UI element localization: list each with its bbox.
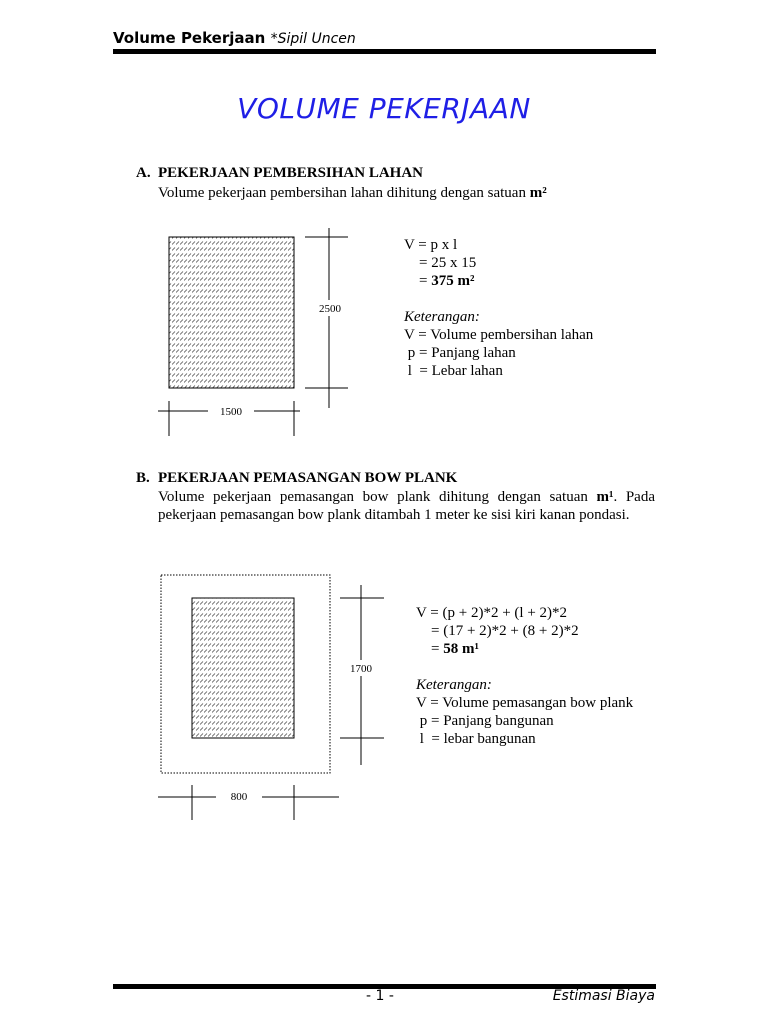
section-a-ket-line2: p = Panjang lahan (404, 345, 516, 361)
section-b-calculation (416, 604, 579, 658)
figure-a-land-rect (169, 237, 294, 388)
footer-page-number: - 1 - (366, 988, 394, 1004)
section-a-calc-line1: V = p x l (404, 237, 458, 253)
section-b-text1: Volume pekerjaan pemasangan bow plank dihitung dengan satuan (158, 489, 597, 505)
section-b-ket-title: Keterangan: (416, 677, 492, 693)
section-b-keterangan (416, 676, 633, 748)
header-title-text: Volume Pekerjaan (113, 29, 266, 47)
section-a-ket-title: Keterangan: (404, 309, 480, 325)
section-b-ket-line2: p = Panjang bangunan (416, 713, 554, 729)
section-a-ket-line1: V = Volume pembersihan lahan (404, 327, 594, 343)
figure-a-horizontal-dim-label: 1500 (220, 406, 242, 418)
section-a-calculation (404, 236, 476, 290)
section-b-heading (136, 470, 457, 487)
figure-b-building-rect (192, 598, 294, 738)
section-b-unit: m¹ (596, 489, 614, 505)
section-b-calc-line1: V = (p + 2)*2 + (l + 2)*2 (416, 605, 568, 621)
section-b-number: B. (136, 470, 150, 486)
figure-a-vertical-dim-label: 2500 (319, 303, 341, 315)
section-b-text2: . Pada pekerjaan pemasangan bow plank ditambah 1 meter ke sisi kiri kanan pondasi. (158, 489, 655, 523)
section-b-calc-line3: = 58 m¹ (416, 641, 479, 657)
figure-b-horizontal-dim-label: 800 (230, 791, 248, 803)
section-a-result: 375 m² (431, 273, 475, 289)
figure-b (158, 575, 384, 820)
section-b-ket-line1: V = Volume pemasangan bow plank (416, 695, 634, 711)
section-b-calc-line2: = (17 + 2)*2 + (8 + 2)*2 (416, 623, 579, 639)
section-b-result: 58 m¹ (443, 641, 479, 657)
section-a-calc-line2: = 25 x 15 (404, 255, 477, 271)
footer-title: Estimasi Biaya (552, 988, 655, 1004)
section-a-calc-line3: = 375 m² (404, 273, 475, 289)
section-a-text: Volume pekerjaan pembersihan lahan dihitung dengan satuan (158, 185, 530, 201)
figure-b-vertical-dim-label: 1700 (350, 663, 372, 675)
section-a-keterangan (404, 308, 593, 380)
header-subtitle: *Sipil Uncen (270, 31, 356, 47)
section-a-heading-text: PEKERJAAN PEMBERSIHAN LAHAN (158, 165, 424, 181)
document-title: VOLUME PEKERJAAN (237, 92, 531, 125)
section-a-number: A. (136, 165, 151, 181)
section-b-heading-text: PEKERJAAN PEMASANGAN BOW PLANK (158, 470, 458, 486)
section-b-ket-line3: l = lebar bangunan (416, 731, 536, 747)
section-a-unit: m² (529, 185, 547, 201)
figure-a (158, 228, 348, 436)
section-a-ket-line3: l = Lebar lahan (404, 363, 503, 379)
section-b-description (158, 488, 655, 524)
